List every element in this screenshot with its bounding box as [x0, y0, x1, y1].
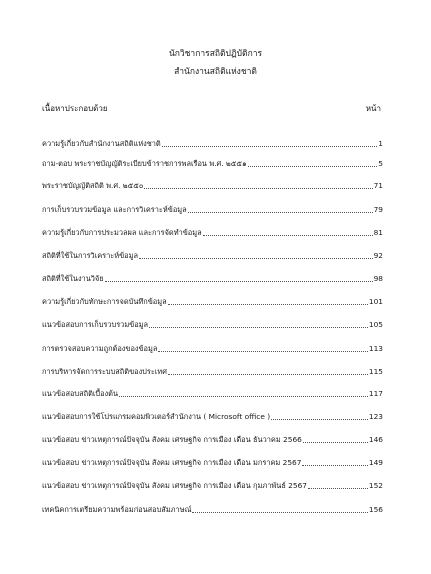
toc-entry — [42, 138, 383, 149]
dot-leader — [162, 145, 378, 147]
toc-entry — [42, 158, 383, 169]
dot-leader — [308, 487, 368, 489]
toc-entry — [42, 388, 383, 399]
dot-leader — [158, 350, 368, 352]
toc-entry-page: 156 — [368, 505, 383, 514]
dot-leader — [248, 165, 378, 167]
dot-leader — [203, 234, 373, 236]
dot-leader — [105, 280, 373, 282]
toc-entry — [42, 434, 383, 445]
toc-entry-label: การบริหารจัดการระบบสถิติของประเทศ — [42, 367, 167, 376]
toc-entry-label: ถาม-ตอบ พระราชบัญญัติระเบียบข้าราชการพลเรือน พ.ศ. ๒๕๕๑ — [42, 159, 247, 168]
dot-leader — [192, 511, 367, 513]
dot-leader — [271, 418, 368, 420]
toc-entry-label: ความรู้เกี่ยวกับการประมวลผล และการจัดทำข้อมูล — [42, 228, 202, 237]
contents-heading: เนื้อหาประกอบด้วย — [42, 104, 108, 113]
toc-entry-label: พระราชบัญญัติสถิติ พ.ศ. ๒๕๕๐ — [42, 181, 144, 190]
toc-entry-page: 117 — [368, 389, 383, 398]
toc-entry-label: ความรู้เกี่ยวกับทักษะการจดบันทึกข้อมูล — [42, 297, 167, 306]
dot-leader — [149, 326, 368, 328]
toc-entry — [42, 227, 383, 238]
toc-entry-label: การตรวจสอบความถูกต้องของข้อมูล — [42, 344, 158, 353]
toc-entry-page: 81 — [373, 228, 383, 237]
toc-entry-page: 146 — [368, 435, 383, 444]
dot-leader — [188, 211, 373, 213]
toc-entry-page: 5 — [378, 159, 383, 168]
toc-entry-label: เทคนิคการเตรียมความพร้อมก่อนสอบสัมภาษณ์ — [42, 505, 192, 514]
document-title: นักวิชาการสถิติปฏิบัติการ — [168, 49, 263, 59]
toc-entry — [42, 204, 383, 215]
toc-entry-page: 71 — [373, 181, 383, 190]
toc-entry — [42, 296, 383, 307]
toc-entry-label: แนวข้อสอบสถิติเบื้องต้น — [42, 389, 118, 398]
toc-entry-page: 92 — [373, 251, 383, 260]
toc-entry-page: 105 — [368, 320, 383, 329]
toc-entry — [42, 457, 383, 468]
toc-entry-page: 113 — [368, 344, 383, 353]
toc-entry — [42, 343, 383, 354]
toc-entry-label: สถิติที่ใช้ในการวิเคราะห์ข้อมูล — [42, 251, 139, 260]
toc-entry-label: แนวข้อสอบการเก็บรวบรวมข้อมูล — [42, 320, 149, 329]
toc-entry-label: แนวข้อสอบ ข่าวเหตุการณ์ปัจจุบัน สังคม เศรษฐกิจ การเมือง เดือน กุมภาพันธ์ 2567 — [42, 481, 307, 490]
toc-entry-label: แนวข้อสอบ ข่าวเหตุการณ์ปัจจุบัน สังคม เศรษฐกิจ การเมือง เดือน ธันวาคม 2566 — [42, 435, 302, 444]
dot-leader — [144, 187, 372, 189]
toc-entry-page: 115 — [368, 367, 383, 376]
toc-entry-page: 152 — [368, 481, 383, 490]
toc-entry-label: สถิติที่ใช้ในงานวิจัย — [42, 274, 104, 283]
dot-leader — [168, 303, 368, 305]
toc-entry — [42, 411, 383, 422]
dot-leader — [302, 464, 367, 466]
toc-entry — [42, 250, 383, 261]
toc-entry-page: 79 — [373, 205, 383, 214]
toc-entry — [42, 480, 383, 491]
dot-leader — [303, 441, 368, 443]
toc-entry — [42, 180, 383, 191]
toc-entry — [42, 504, 383, 515]
toc-entry-page: 1 — [378, 139, 383, 148]
toc-entry-label: แนวข้อสอบ ข่าวเหตุการณ์ปัจจุบัน สังคม เศรษฐกิจ การเมือง เดือน มกราคม 2567 — [42, 458, 302, 467]
document-subtitle: สำนักงานสถิติแห่งชาติ — [174, 67, 257, 77]
dot-leader — [119, 395, 368, 397]
toc-entry — [42, 366, 383, 377]
toc-entry — [42, 319, 383, 330]
toc-entry-label: การเก็บรวบรวมข้อมูล และการวิเคราะห์ข้อมูล — [42, 205, 187, 214]
toc-entry-page: 101 — [368, 297, 383, 306]
dot-leader — [168, 373, 368, 375]
toc-entry-page: 149 — [368, 458, 383, 467]
toc-entry-page: 123 — [368, 412, 383, 421]
page-column-heading: หน้า — [365, 104, 381, 113]
dot-leader — [139, 257, 373, 259]
toc-entry — [42, 273, 383, 284]
toc-entry-page: 98 — [373, 274, 383, 283]
toc-entry-label: ความรู้เกี่ยวกับสำนักงานสถิติแห่งชาติ — [42, 139, 161, 148]
toc-entry-label: แนวข้อสอบการใช้โปรแกรมคอมพิวเตอร์สำนักงาน ( Microsoft office ) — [42, 412, 271, 421]
